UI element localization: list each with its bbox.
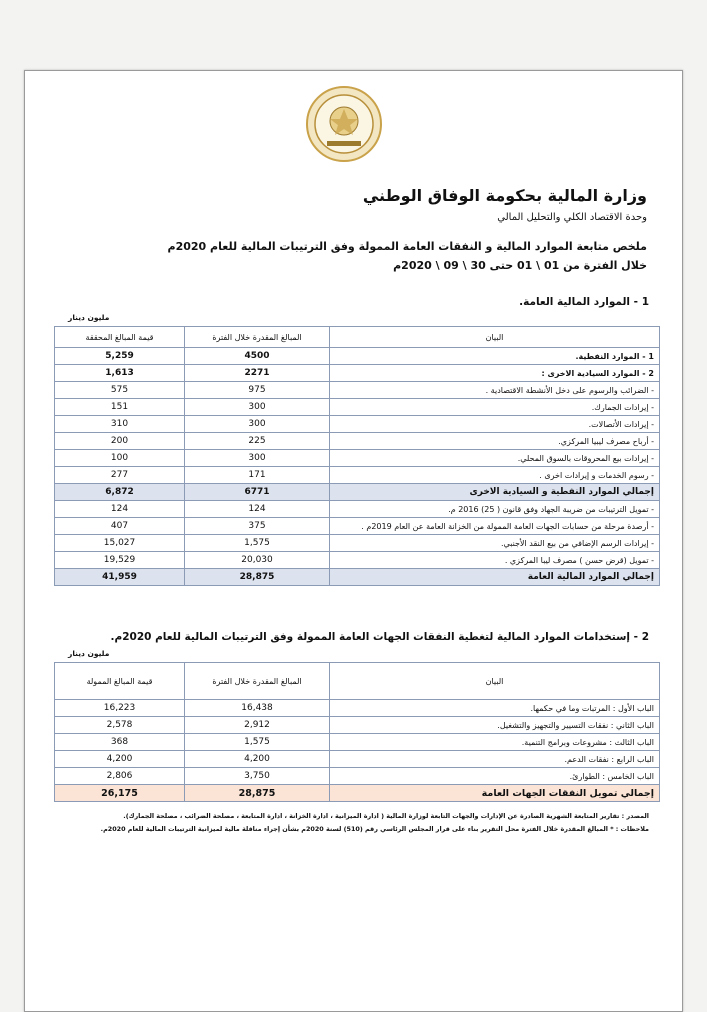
row-actual-value: 2,578 xyxy=(55,717,185,734)
row-actual-value: 4,200 xyxy=(55,751,185,768)
row-actual-value: 2,806 xyxy=(55,768,185,785)
row-planned-value: 171 xyxy=(185,467,330,484)
row-actual-value: 124 xyxy=(55,501,185,518)
col-header-description: البيان xyxy=(330,663,660,700)
row-label: - تمويل (قرض حسن ) مصرف ليبا المركزي . xyxy=(330,552,660,569)
row-label: الباب الثالث : مشروعات وبرامج التنمية. xyxy=(330,734,660,751)
row-planned-value: 3,750 xyxy=(185,768,330,785)
period-text: خلال الفترة من 01 \ 01 حتى 30 \ 09 \ 2020م xyxy=(393,259,647,272)
table-row xyxy=(55,382,660,399)
row-label: الباب الرابع : نفقات الدعم. xyxy=(330,751,660,768)
table-row xyxy=(55,734,660,751)
row-label: إجمالي تمويل النفقات الجهات العامة xyxy=(330,785,660,802)
footer-notes: ملاحظات : * المبالغ المقدرة خلال الفترة محل التقرير بناء على قرار المجلس الرئاسي رقم (510) لسنة 2020م بشأن إجراء مناقلة مالية لميزانية الترتيبات المالية للعام 2020م. xyxy=(100,825,649,833)
row-planned-value: 225 xyxy=(185,433,330,450)
row-actual-value: 310 xyxy=(55,416,185,433)
resources-table xyxy=(54,326,660,586)
row-label: - إيرادات الجمارك. xyxy=(330,399,660,416)
table-row xyxy=(55,348,660,365)
table-row xyxy=(55,433,660,450)
table-row xyxy=(55,467,660,484)
row-actual-value: 19,529 xyxy=(55,552,185,569)
col-header-planned: المبالغ المقدرة خلال الفترة xyxy=(185,327,330,348)
row-planned-value: 20,030 xyxy=(185,552,330,569)
row-planned-value: 28,875 xyxy=(185,785,330,802)
table-row xyxy=(55,365,660,382)
row-actual-value: 16,223 xyxy=(55,700,185,717)
row-planned-value: 2,912 xyxy=(185,717,330,734)
row-label: - رسوم الخدمات و إيرادات اخرى . xyxy=(330,467,660,484)
table-row xyxy=(55,717,660,734)
table-row xyxy=(55,399,660,416)
row-planned-value: 124 xyxy=(185,501,330,518)
row-label: الباب الخامس : الطوارئ. xyxy=(330,768,660,785)
col-header-actual: قيمة المبالغ المحققة xyxy=(55,327,185,348)
row-actual-value: 200 xyxy=(55,433,185,450)
table-row xyxy=(55,700,660,717)
section1-unit: مليون دينار xyxy=(68,313,110,322)
row-planned-value: 16,438 xyxy=(185,700,330,717)
summary-title: ملخص متابعة الموارد المالية و النفقات العامة الممولة وفق الترتيبات المالية للعام 2020م xyxy=(167,240,647,253)
row-actual-value: 26,175 xyxy=(55,785,185,802)
row-actual-value: 575 xyxy=(55,382,185,399)
row-label: الباب الثاني : نفقات التسيير والتجهيز والتشغيل. xyxy=(330,717,660,734)
row-actual-value: 151 xyxy=(55,399,185,416)
row-label: إجمالي الموارد النفطية و السيادية الاخرى xyxy=(330,484,660,501)
row-label: - إيرادات بيع المحروقات بالسوق المحلي. xyxy=(330,450,660,467)
col-header-planned: المبالغ المقدرة خلال الفترة xyxy=(185,663,330,700)
table-row xyxy=(55,450,660,467)
row-actual-value: 407 xyxy=(55,518,185,535)
row-planned-value: 1,575 xyxy=(185,535,330,552)
row-actual-value: 277 xyxy=(55,467,185,484)
table-row xyxy=(55,768,660,785)
row-actual-value: 100 xyxy=(55,450,185,467)
footer-source: المصدر : تقارير المتابعة الشهرية الصادرة عن الإدارات والجهات التابعة لوزارة المالية ( ادارة الميزانية ، ادارة الخزانة ، ادارة المتابعة ، مصلحة الضرائب ، مصلحة الجمارك). xyxy=(123,812,649,820)
row-label: - الضرائب والرسوم على دخل الأنشطة الاقتصادية . xyxy=(330,382,660,399)
row-planned-value: 2271 xyxy=(185,365,330,382)
row-actual-value: 41,959 xyxy=(55,569,185,586)
ministry-seal-logo xyxy=(305,85,383,163)
section2-title: 2 - إستخدامات الموارد المالية لتغطية النفقات الجهات العامة الممولة وفق الترتيبات المالية للعام 2020م. xyxy=(110,631,649,643)
row-label: - أرباح مصرف ليبيا المركزي. xyxy=(330,433,660,450)
row-actual-value: 6,872 xyxy=(55,484,185,501)
row-planned-value: 975 xyxy=(185,382,330,399)
table-row xyxy=(55,416,660,433)
table-row xyxy=(55,501,660,518)
row-label: - تمويل الترتيبات من ضريبة الجهاد وفق قانون ( 25) 2016 م. xyxy=(330,501,660,518)
row-label: - إيرادات الرسم الإضافي من بيع النقد الأجنبي. xyxy=(330,535,660,552)
section2-unit: مليون دينار xyxy=(68,649,110,658)
row-actual-value: 1,613 xyxy=(55,365,185,382)
section1-title: 1 - الموارد المالية العامة. xyxy=(519,296,649,308)
row-planned-value: 28,875 xyxy=(185,569,330,586)
total-row xyxy=(55,569,660,586)
total-row xyxy=(55,484,660,501)
row-label: 2 - الموارد السيادية الاخرى : xyxy=(330,365,660,382)
row-actual-value: 5,259 xyxy=(55,348,185,365)
row-label: - أرصدة مرحلة من حسابات الجهات العامة الممولة من الخزانة العامة عن العام 2019م . xyxy=(330,518,660,535)
table-row xyxy=(55,518,660,535)
row-planned-value: 375 xyxy=(185,518,330,535)
row-planned-value: 300 xyxy=(185,416,330,433)
row-label: 1 - الموارد النفطية. xyxy=(330,348,660,365)
row-actual-value: 368 xyxy=(55,734,185,751)
row-label: الباب الأول : المرتبات وما في حكمها. xyxy=(330,700,660,717)
row-planned-value: 1,575 xyxy=(185,734,330,751)
col-header-description: البيان xyxy=(330,327,660,348)
table-row xyxy=(55,552,660,569)
ministry-title: وزارة المالية بحكومة الوفاق الوطني xyxy=(362,186,647,205)
expenditures-table xyxy=(54,662,660,802)
row-planned-value: 300 xyxy=(185,450,330,467)
unit-subtitle: وحدة الاقتصاد الكلي والتحليل المالي xyxy=(497,212,647,223)
row-planned-value: 300 xyxy=(185,399,330,416)
row-label: إجمالي الموارد المالية العامة xyxy=(330,569,660,586)
row-actual-value: 15,027 xyxy=(55,535,185,552)
row-label: - إيرادات الأتصالات. xyxy=(330,416,660,433)
row-planned-value: 4500 xyxy=(185,348,330,365)
col-header-funded: قيمة المبالغ الممولة xyxy=(55,663,185,700)
table-row xyxy=(55,535,660,552)
total-row xyxy=(55,785,660,802)
table-row xyxy=(55,751,660,768)
row-planned-value: 4,200 xyxy=(185,751,330,768)
row-planned-value: 6771 xyxy=(185,484,330,501)
